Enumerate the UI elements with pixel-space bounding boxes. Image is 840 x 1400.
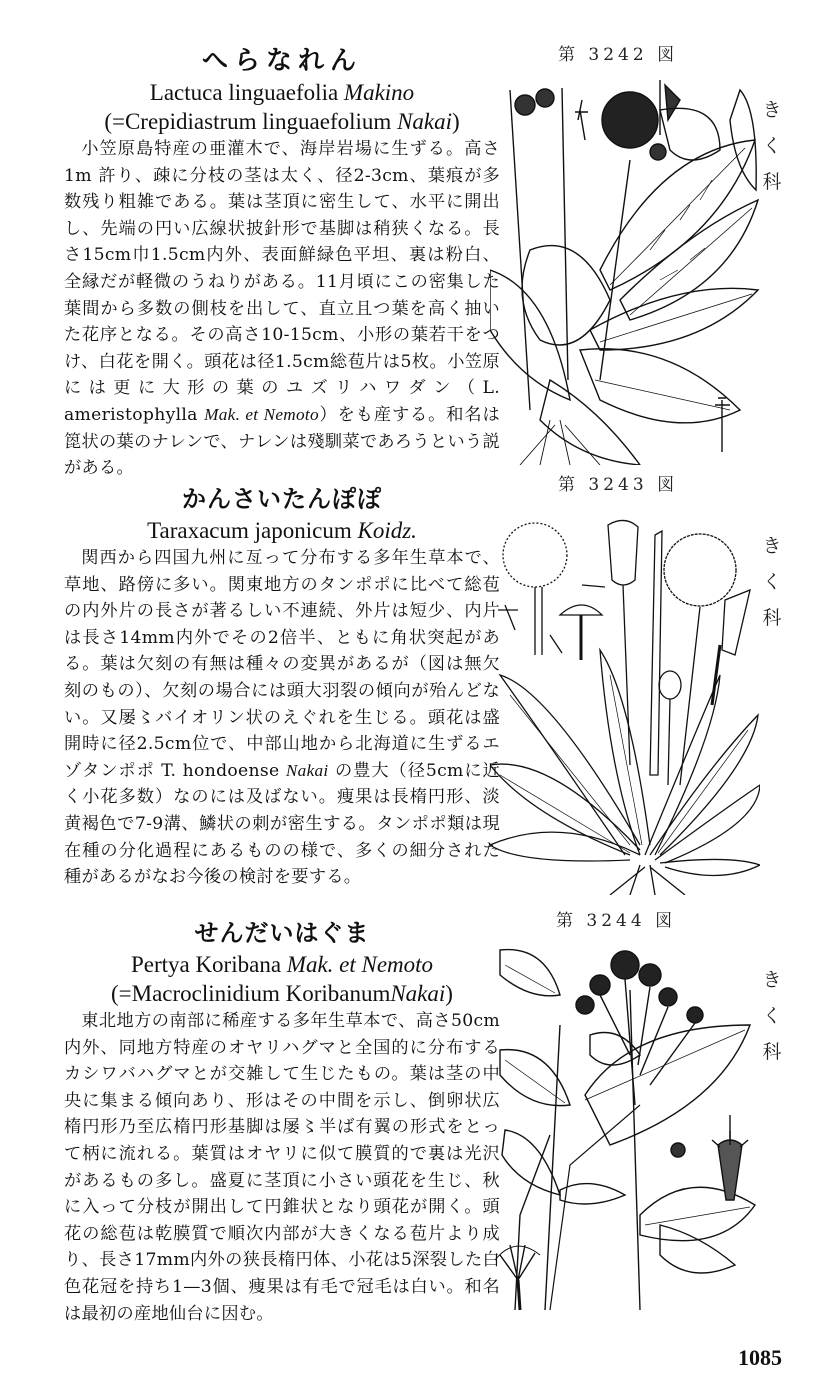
entry-sendai-haguma	[64, 916, 500, 1327]
family-label	[760, 92, 784, 200]
binomial: Pertya Koribana	[130, 952, 282, 977]
description	[64, 1008, 500, 1327]
family-label	[760, 528, 784, 636]
description-author: Mak. et Nemoto	[204, 404, 319, 424]
binomial: Lactuca linguaefolia	[149, 80, 339, 105]
description-text: の豊大（径5cmに近く小花多数）なのには及ばない。痩果は長楕円形、淡黄褐色で7-9溝、鱗状の刺が密生する。タンポポ類は現在種の分化過程にあるものの様で、多くの細分された種があるがなお今後の検討を要する。	[64, 760, 501, 888]
synonym-close: )	[452, 109, 460, 134]
plant-illustration-taraxacum-japonicum	[490, 515, 760, 895]
family-char: く	[762, 135, 782, 157]
family-char: き	[762, 969, 782, 991]
synonym	[64, 107, 500, 136]
figure-label-3243: 第 3243 図	[558, 475, 679, 495]
description-text: ）をも産する。和名は箆状の葉のナレンで、ナレンは殘馴菜であろうという説がある。	[64, 404, 500, 479]
synonym-binomial: (=Crepidiastrum linguaefolium	[104, 109, 398, 134]
family-char: 科	[762, 171, 782, 193]
description	[64, 136, 500, 482]
author: Mak. et Nemoto	[286, 952, 434, 977]
description-text: 東北地方の南部に稀産する多年生草本で、高さ50cm内外、同地方特産のオヤリハグマと全国的に分布するカシワバハグマとが交雑して生じたもの。葉は茎の中央に集まる傾向あり、形はその中間を示し、倒卵状広楕円形乃至広楕円形基脚は屡〻半ば有翼の形式をとって柄に流れる。葉質はオヤリに似て膜質的で裏は光沢があるもの多し。盛夏に茎頂に小さい頭花を生じ、秋に入って分枝が開出して円錐状となり頭花が開く。頭花の総苞は乾膜質で順次内部が大きくなる苞片より成り、長さ17mm内外の狭長楕円体、小花は5深裂した白色花冠を持ち1—3個、痩果は有毛で冠毛は白い。和名は最初の産地仙台に因む。	[64, 1011, 500, 1324]
figure-label-3244: 第 3244 図	[556, 911, 677, 931]
author: Makino	[343, 80, 415, 105]
synonym-author: Nakai	[397, 109, 453, 134]
binomial: Taraxacum japonicum	[147, 518, 352, 543]
family-char: 科	[762, 607, 782, 629]
family-char: き	[762, 535, 782, 557]
entry-kansai-tanpopo	[64, 482, 500, 891]
plant-illustration-lactuca-linguaefolia	[490, 80, 760, 465]
page-number: 1085	[738, 1345, 782, 1370]
synonym-binomial: (=Macroclinidium Koribanum	[111, 981, 391, 1006]
family-char: く	[762, 1005, 782, 1027]
family-char: 科	[762, 1041, 782, 1063]
synonym	[64, 979, 500, 1008]
family-char: き	[762, 99, 782, 121]
description-text: 小笠原島特産の亜灌木で、海岸岩場に生ずる。高さ1m 許り、疎に分枝の茎は太く、径2-3cm、葉痕が多数残り粗雑である。葉は茎頂に密生して、水平に開出し、先端の円い広線状披針形で基脚は稍狭くなる。長さ15cm巾1.5cm内外、表面鮮緑色平坦、裏は粉白、全縁だが軽微のうねりがある。11月頃にこの密集した葉間から多数の側枝を出して、直立且つ葉を高く抽いた花序となる。その高さ10-15cm、小形の葉若干をつけ、白花を開く。頭花は径1.5cm総苞片は5枚。小笠原には更に大形の葉のユズリハワダン（L. ameristophylla	[64, 139, 500, 425]
figure-label-3242: 第 3242 図	[558, 45, 679, 65]
japanese-name: へらなれん	[201, 46, 362, 76]
synonym-close: )	[445, 981, 453, 1006]
author: Koidz.	[357, 518, 417, 543]
synonym-author: Nakai	[390, 981, 446, 1006]
entry-heranaren	[64, 44, 500, 482]
scientific-name	[64, 516, 500, 545]
description-text: 関西から四国九州に亙って分布する多年生草本で、草地、路傍に多い。関東地方のタンポポに比べて総苞の内外片の長さが著るしい不連続、外片は短少、内片は長さ14mm内外でその2倍半、ともに角状突起がある。葉は欠刻の有無は種々の変異があるが（図は無欠刻のもの）、欠刻の場合には頭大羽裂の傾向が殆んどない。又屡〻バイオリン状のえぐれを生じる。頭花は盛開時に径2.5cm位で、中部山地から北海道に生ずるエゾタンポポ T. hondoense	[64, 548, 500, 781]
scientific-name	[64, 950, 500, 979]
japanese-name: かんさいたんぽぽ	[182, 485, 382, 513]
description-author: Nakai	[285, 760, 329, 780]
plant-illustration-pertya-koribana	[490, 935, 760, 1315]
japanese-name: せんだいはぐま	[194, 919, 370, 947]
family-label	[760, 962, 784, 1070]
scientific-name	[64, 78, 500, 107]
family-char: く	[762, 571, 782, 593]
description	[64, 545, 500, 891]
